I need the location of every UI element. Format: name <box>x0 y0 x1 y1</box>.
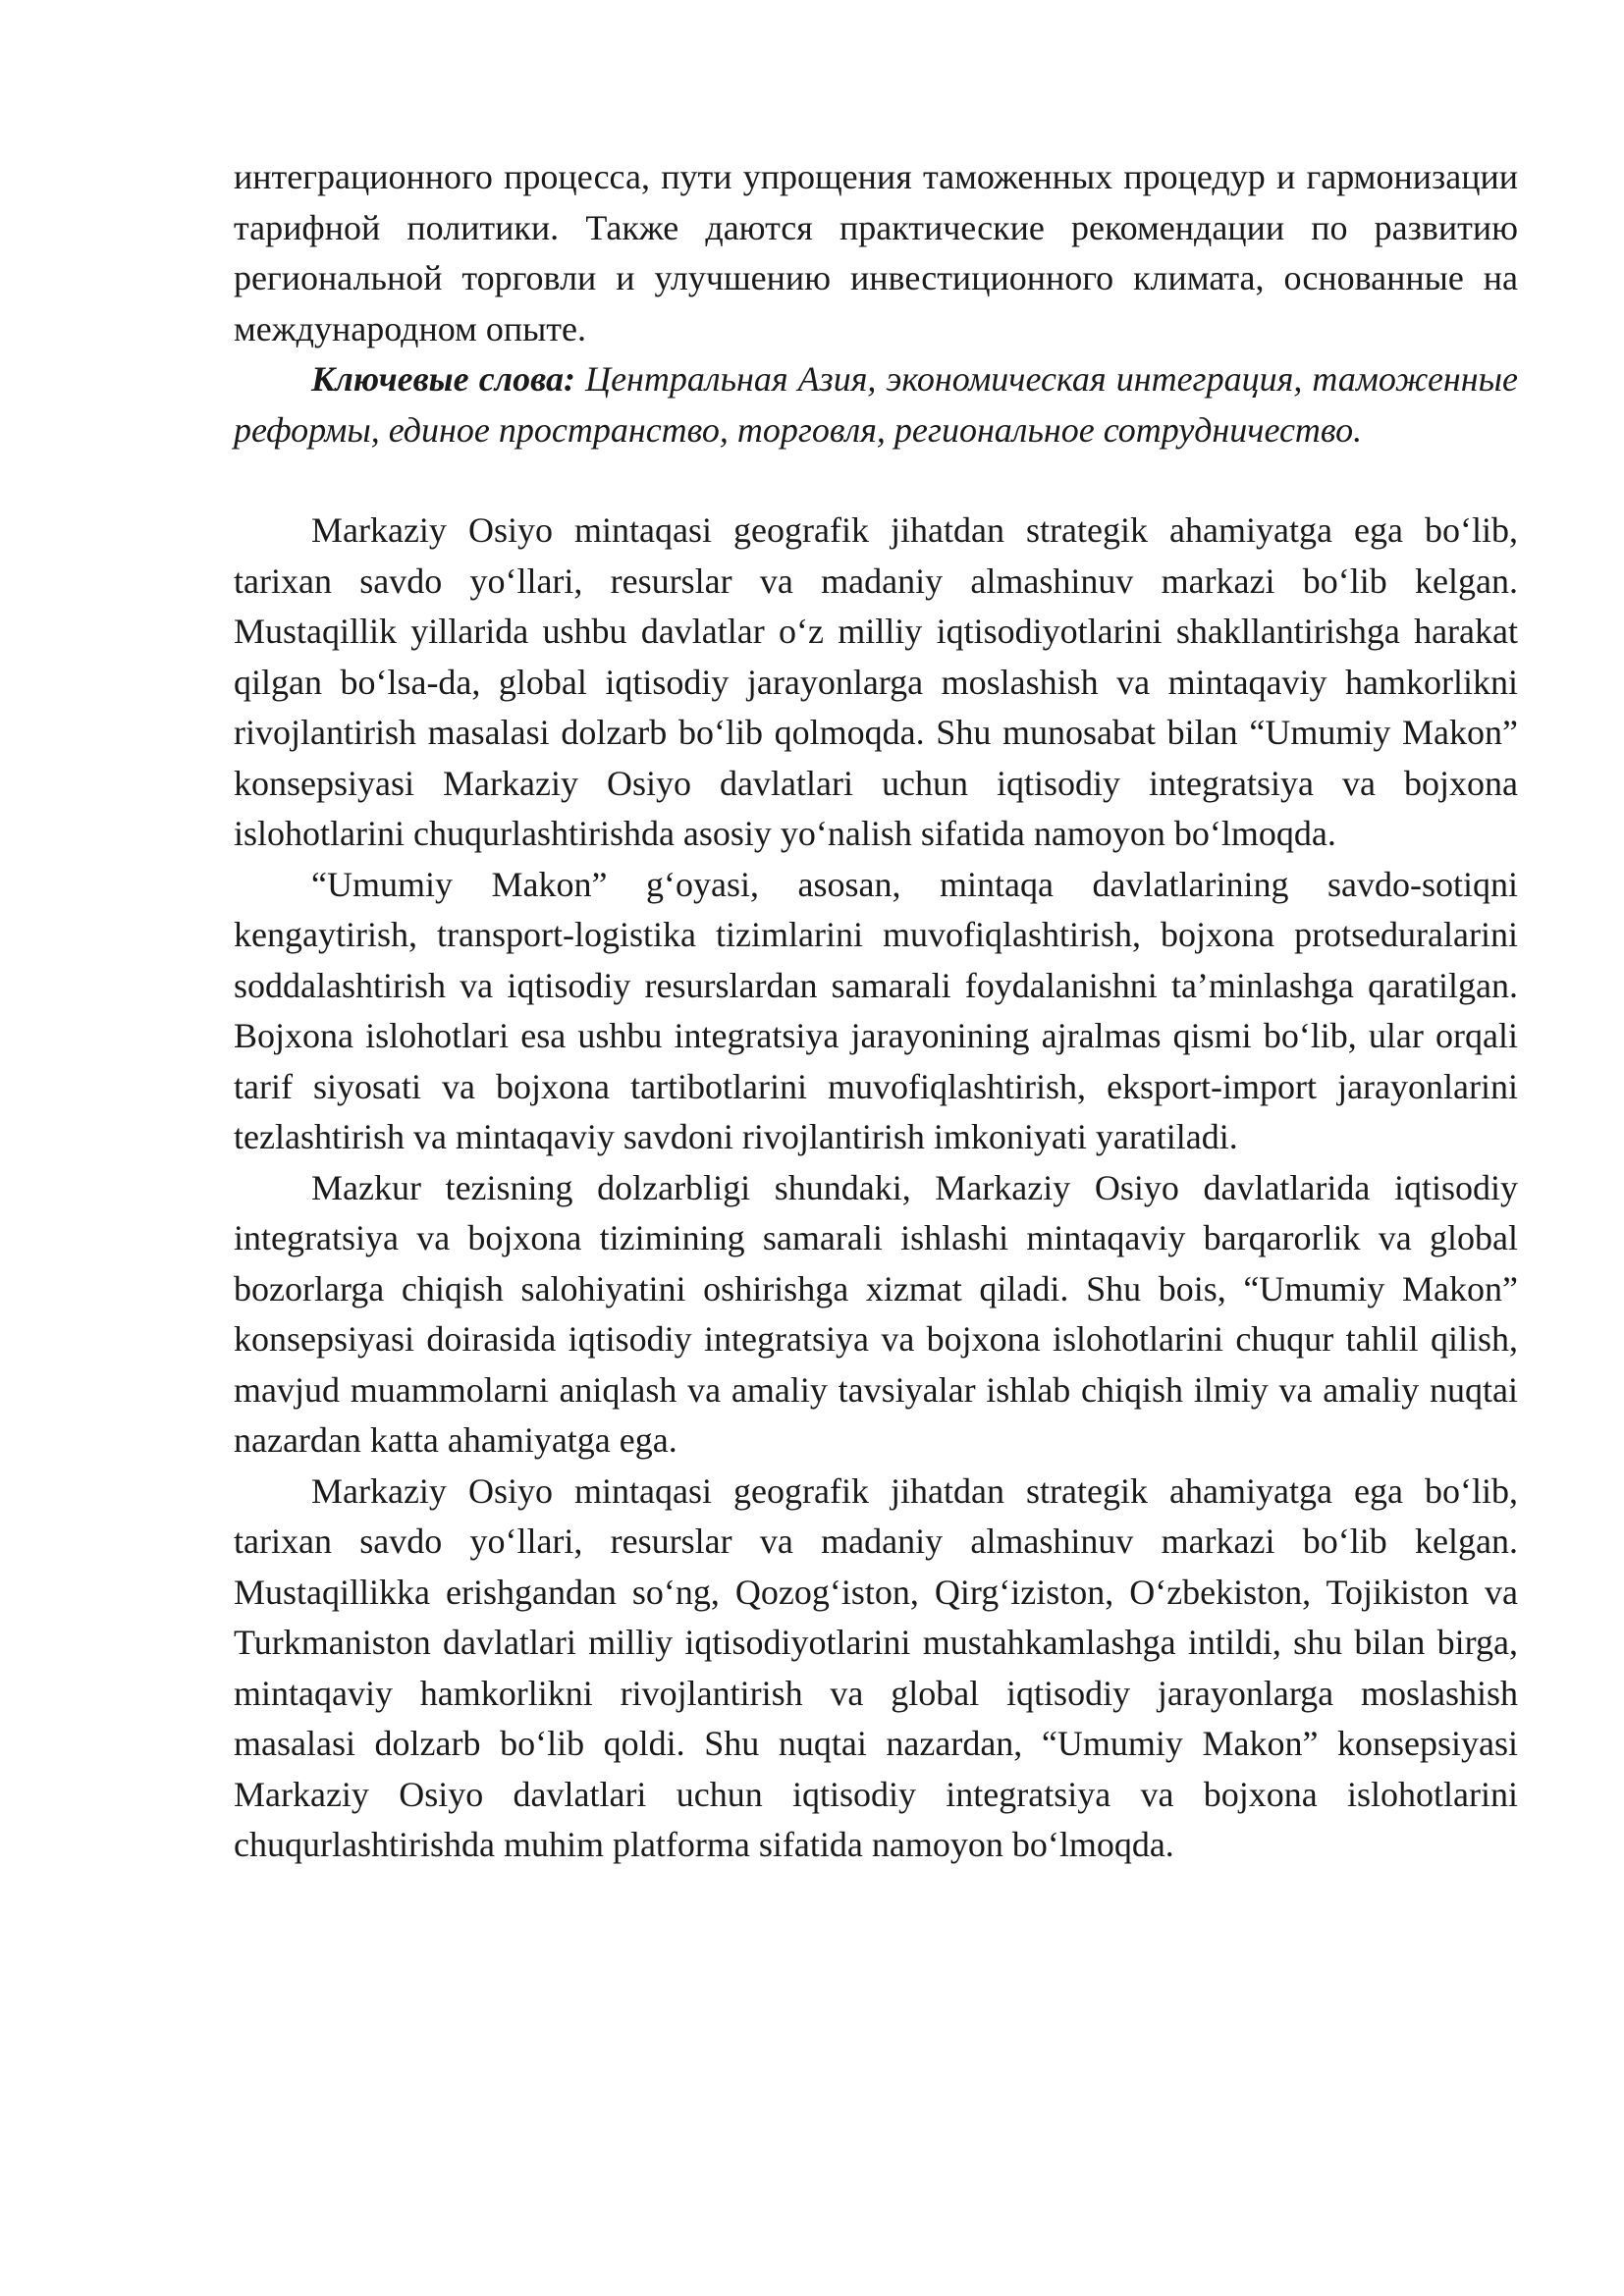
page-body <box>234 152 1518 1871</box>
abstract-continuation: интеграционного процесса, пути упрощения таможенных процедур и гармонизации тарифной политики. Также даются практические рекомендации по развитию региональной торговли и улучшению инвестиционного климата, основанные на международном опыте. <box>234 157 1518 348</box>
body-paragraph-3: Mazkur tezisning dolzarbligi shundaki, Markaziy Osiyo davlatlarida iqtisodiy integratsiya va bojxona tizimining samarali ishlashi mintaqaviy barqarorlik va global bozorlarga chiqish salohiyatini oshirishga xizmat qiladi. Shu bois, “Umumiy Makon” konsepsiyasi doirasida iqtisodiy integratsiya va bojxona islohotlarini chuqur tahlil qilish, mavjud muammolarni aniqlash va amaliy tavsiyalar ishlab chiqish ilmiy va amaliy nuqtai nazardan katta ahamiyatga ega. <box>234 1167 1518 1460</box>
body-paragraph-2: “Umumiy Makon” g‘oyasi, asosan, mintaqa davlatlarining savdo-sotiqni kengaytirish, transport-logistika tizimlarini muvofiqlashtirish, bojxona protseduralarini soddalashtirish va iqtisodiy resurslardan samarali foydalanishni ta’minlashga qaratilgan. Bojxona islohotlari esa ushbu integratsiya jarayonining ajralmas qismi bo‘lib, ular orqali tarif siyosati va bojxona tartibotlarini muvofiqlashtirish, eksport-import jarayonlarini tezlashtirish va mintaqaviy savdoni rivojlantirish imkoniyati yaratiladi. <box>234 864 1518 1156</box>
body-paragraph-1: Markaziy Osiyo mintaqasi geografik jihatdan strategik ahamiyatga ega bo‘lib, tarixan savdo yo‘llari, resurslar va madaniy almashinuv markazi bo‘lib kelgan. Mustaqillik yillarida ushbu davlatlar o‘z milliy iqtisodiyotlarini shakllantirishga harakat qilgan bo‘lsa-da, global iqtisodiy jarayonlarga moslashish va mintaqaviy hamkorlikni rivojlantirish masalasi dolzarb bo‘lib qolmoqda. Shu munosabat bilan “Umumiy Makon” konsepsiyasi Markaziy Osiyo davlatlari uchun iqtisodiy integratsiya va bojxona islohotlarini chuqurlashtirishda asosiy yo‘nalish sifatida namoyon bo‘lmoqda. <box>234 510 1518 853</box>
section-spacer <box>234 455 1518 506</box>
keywords-paragraph <box>234 354 1518 455</box>
keywords-label: Ключевые слова: <box>311 359 575 399</box>
body-paragraph-4: Markaziy Osiyo mintaqasi geografik jihatdan strategik ahamiyatga ega bo‘lib, tarixan savdo yo‘llari, resurslar va madaniy almashinuv markazi bo‘lib kelgan. Mustaqillikka erishgandan so‘ng, Qozog‘iston, Qirg‘iziston, O‘zbekiston, Tojikiston va Turkmaniston davlatlari milliy iqtisodiyotlarini mustahkamlashga intildi, shu bilan birga, mintaqaviy hamkorlikni rivojlantirish va global iqtisodiy jarayonlarga moslashish masalasi dolzarb bo‘lib qoldi. Shu nuqtai nazardan, “Umumiy Makon” konsepsiyasi Markaziy Osiyo davlatlari uchun iqtisodiy integratsiya va bojxona islohotlarini chuqurlashtirishda muhim platforma sifatida namoyon bo‘lmoqda. <box>234 1470 1518 1864</box>
keywords-list: Центральная Азия, экономическая интеграция, таможенные реформы, единое пространство, торговля, региональное сотрудничество. <box>234 359 1519 450</box>
